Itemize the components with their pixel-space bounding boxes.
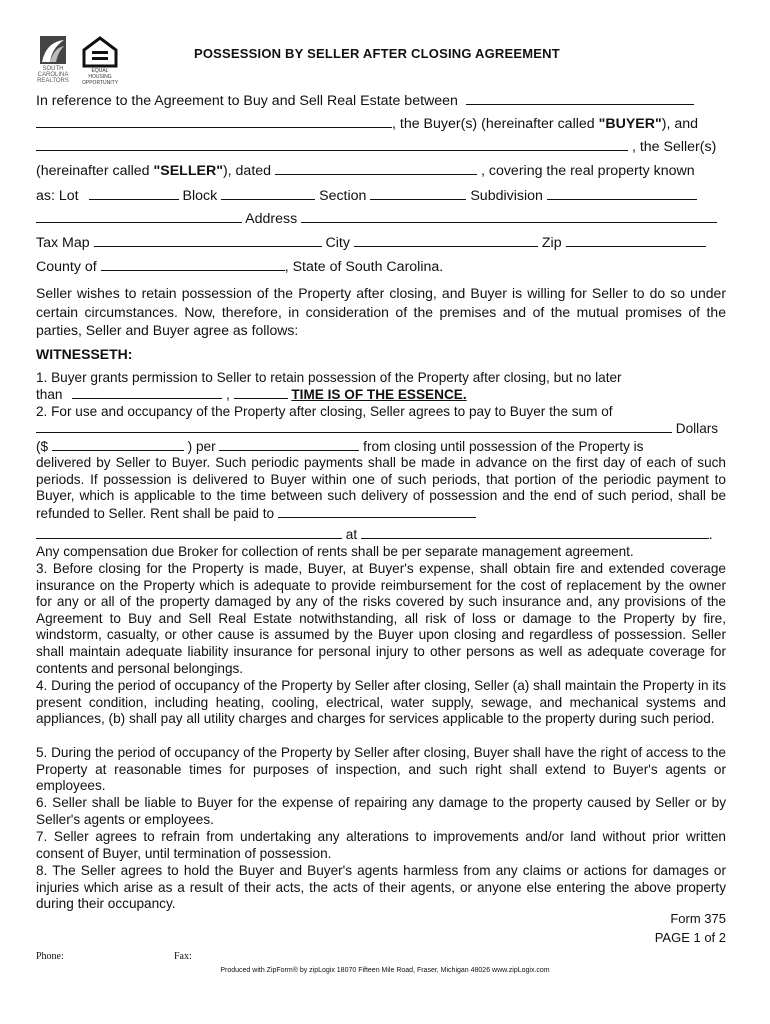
clause-2-dollars-line	[36, 420, 726, 437]
field-rent-paid-to[interactable]	[278, 505, 476, 518]
label-per: ) per	[187, 439, 216, 454]
field-county[interactable]	[101, 258, 285, 271]
agreement-line-1	[36, 92, 726, 110]
agreement-line-2	[36, 115, 726, 133]
agreement-line-4	[36, 162, 726, 180]
field-city[interactable]	[354, 234, 538, 247]
field-rent-payee[interactable]	[36, 526, 342, 539]
label-county: County of	[36, 259, 97, 275]
label-seller: , the Seller(s)	[631, 139, 717, 155]
label-dated: ), dated	[222, 163, 272, 179]
label-tax-map: Tax Map	[36, 235, 90, 251]
clause-8: 8. The Seller agrees to hold the Buyer and Buyer's agents harmless from any claims or actions for damages or injuries which arise as a result of their acts, the acts of their agents, or anyone else entering the above property during their occupancy.	[36, 863, 726, 912]
field-buyer-name[interactable]	[36, 115, 392, 128]
label-block: Block	[182, 188, 218, 204]
broker-compensation: Any compensation due Broker for collection of rents shall be per separate management agreement.	[36, 544, 634, 559]
label-state: , State of South Carolina.	[284, 259, 444, 275]
field-amount-words[interactable]	[36, 420, 672, 433]
field-between[interactable]	[466, 92, 694, 105]
realtor-logo-text: SOUTH CAROLINA REALTORS	[37, 66, 69, 84]
field-zip[interactable]	[566, 234, 706, 247]
label-seller-bold: "SELLER"	[153, 163, 223, 179]
label-dollars: Dollars	[675, 421, 719, 436]
agreement-line-5	[36, 187, 726, 205]
label-period: .	[708, 527, 713, 542]
label-zip: Zip	[541, 235, 562, 251]
footer-text: Produced with ZipForm® by zipLogix 18070 Fifteen Mile Road, Fraser, Michigan 48026 www.zipLogix.com	[220, 967, 550, 974]
clause-2-body: delivered by Seller to Buyer. Such periodic payments shall be made in advance on the first day of each of such periods. If possession is delivered to Buyer within one of such periods, that portion of the periodic payment to Buyer, which is applicable to the time between such delivery of possession and the end of such period, shall be refunded to Seller. Rent shall be paid to	[36, 455, 726, 521]
equal-housing-text: EQUAL HOUSING OPPORTUNITY	[82, 68, 119, 86]
label-lot: as: Lot	[36, 188, 79, 204]
clause-4: 4. During the period of occupancy of the Property by Seller after closing, Seller (a) shall maintain the Property in its present condition, including heating, cooling, electrical, water supply, sewage, and mechanical systems and appliances, (b) shall pay all utility charges and charges for services applicable to the property during such period.	[36, 678, 726, 727]
field-period[interactable]	[219, 438, 359, 451]
field-address[interactable]	[301, 210, 717, 223]
label-buyer: , the Buyer(s) (hereinafter called	[392, 116, 599, 132]
document-title: POSSESSION BY SELLER AFTER CLOSING AGREEMENT	[194, 46, 560, 61]
clause-2-amount-line	[36, 438, 726, 455]
fax-label: Fax:	[174, 951, 192, 962]
page-number: PAGE 1 of 2	[654, 930, 726, 945]
clause-5: 5. During the period of occupancy of the Property by Seller after closing, Buyer shall have the right of access to the Property at reasonable times for purposes of inspection, and such right shall extend to Buyer's agents or employees.	[36, 745, 726, 794]
label-and: ), and	[661, 116, 699, 132]
label-covering: , covering the real property known	[480, 163, 695, 179]
label-between: In reference to the Agreement to Buy and Sell Real Estate between	[36, 93, 458, 109]
intro-paragraph: Seller wishes to retain possession of the Property after closing, and Buyer is willing for Seller to do so under certain circumstances. Now, therefore, in consideration of the premises and of the mutual promises of the parties, Seller and Buyer agree as follows:	[36, 285, 726, 338]
field-seller-name[interactable]	[36, 138, 628, 151]
label-from-closing: from closing until possession of the Property is	[363, 439, 644, 454]
field-possession-year[interactable]	[234, 386, 288, 399]
time-of-essence: TIME IS OF THE ESSENCE.	[291, 387, 467, 402]
field-subdivision[interactable]	[547, 187, 697, 200]
agreement-line-3	[36, 138, 726, 156]
witnesseth-heading: WITNESSETH:	[36, 346, 133, 362]
clause-1-text: 1. Buyer grants permission to Seller to retain possession of the Property after closing, but no later	[36, 370, 622, 385]
label-subdivision: Subdivision	[470, 188, 543, 204]
field-address-prefix[interactable]	[36, 210, 242, 223]
label-than: than	[36, 387, 63, 402]
agreement-line-6	[36, 210, 726, 228]
clause-2-rest	[36, 455, 726, 522]
clause-6: 6. Seller shall be liable to Buyer for the expense of repairing any damage to the property caused by Seller or by Seller's agents or employees.	[36, 795, 726, 827]
label-address: Address	[245, 211, 298, 227]
label-buyer-bold: "BUYER"	[598, 116, 662, 132]
field-date[interactable]	[275, 162, 477, 175]
label-hereinafter: (hereinafter called	[36, 163, 154, 179]
label-section: Section	[319, 188, 367, 204]
phone-label: Phone:	[36, 951, 64, 962]
agreement-line-7	[36, 234, 726, 252]
label-city: City	[325, 235, 350, 251]
clause-2-at-line	[36, 526, 726, 543]
field-block[interactable]	[221, 187, 315, 200]
field-amount-number[interactable]	[52, 438, 184, 451]
field-tax-map[interactable]	[94, 234, 322, 247]
form-number: Form 375	[670, 911, 726, 926]
field-section[interactable]	[370, 187, 466, 200]
clause-1-line-2	[36, 386, 726, 403]
clause-2-text: 2. For use and occupancy of the Property after closing, Seller agrees to pay to Buyer the sum of	[36, 404, 613, 419]
agreement-line-8	[36, 258, 726, 276]
label-at: at	[345, 527, 358, 542]
clause-3: 3. Before closing for the Property is made, Buyer, at Buyer's expense, shall obtain fire and extended coverage insurance on the Property which is adequate to provide reimbursement for the cost of replacement by the owner for any or all of the property damaged by any of the risks covered by such insurance and, any provisions of the Agreement to Buy and Sell Real Estate notwithstanding, all risk of loss or damage to the Property by fire, windstorm, casualty, or other cause is assumed by the Buyer upon closing and regardless of possession. Seller shall maintain adequate liability insurance for personal injury to other persons as well as adequate coverage for contents and personal belongings.	[36, 561, 726, 676]
label-comma: ,	[226, 387, 230, 402]
clause-7: 7. Seller agrees to refrain from undertaking any alterations to improvements and/or land without prior written consent of Buyer, until termination of possession.	[36, 829, 726, 861]
field-possession-date[interactable]	[72, 386, 222, 399]
field-lot[interactable]	[89, 187, 179, 200]
field-rent-location[interactable]	[361, 526, 709, 539]
label-dollar-sign: ($	[36, 439, 49, 454]
